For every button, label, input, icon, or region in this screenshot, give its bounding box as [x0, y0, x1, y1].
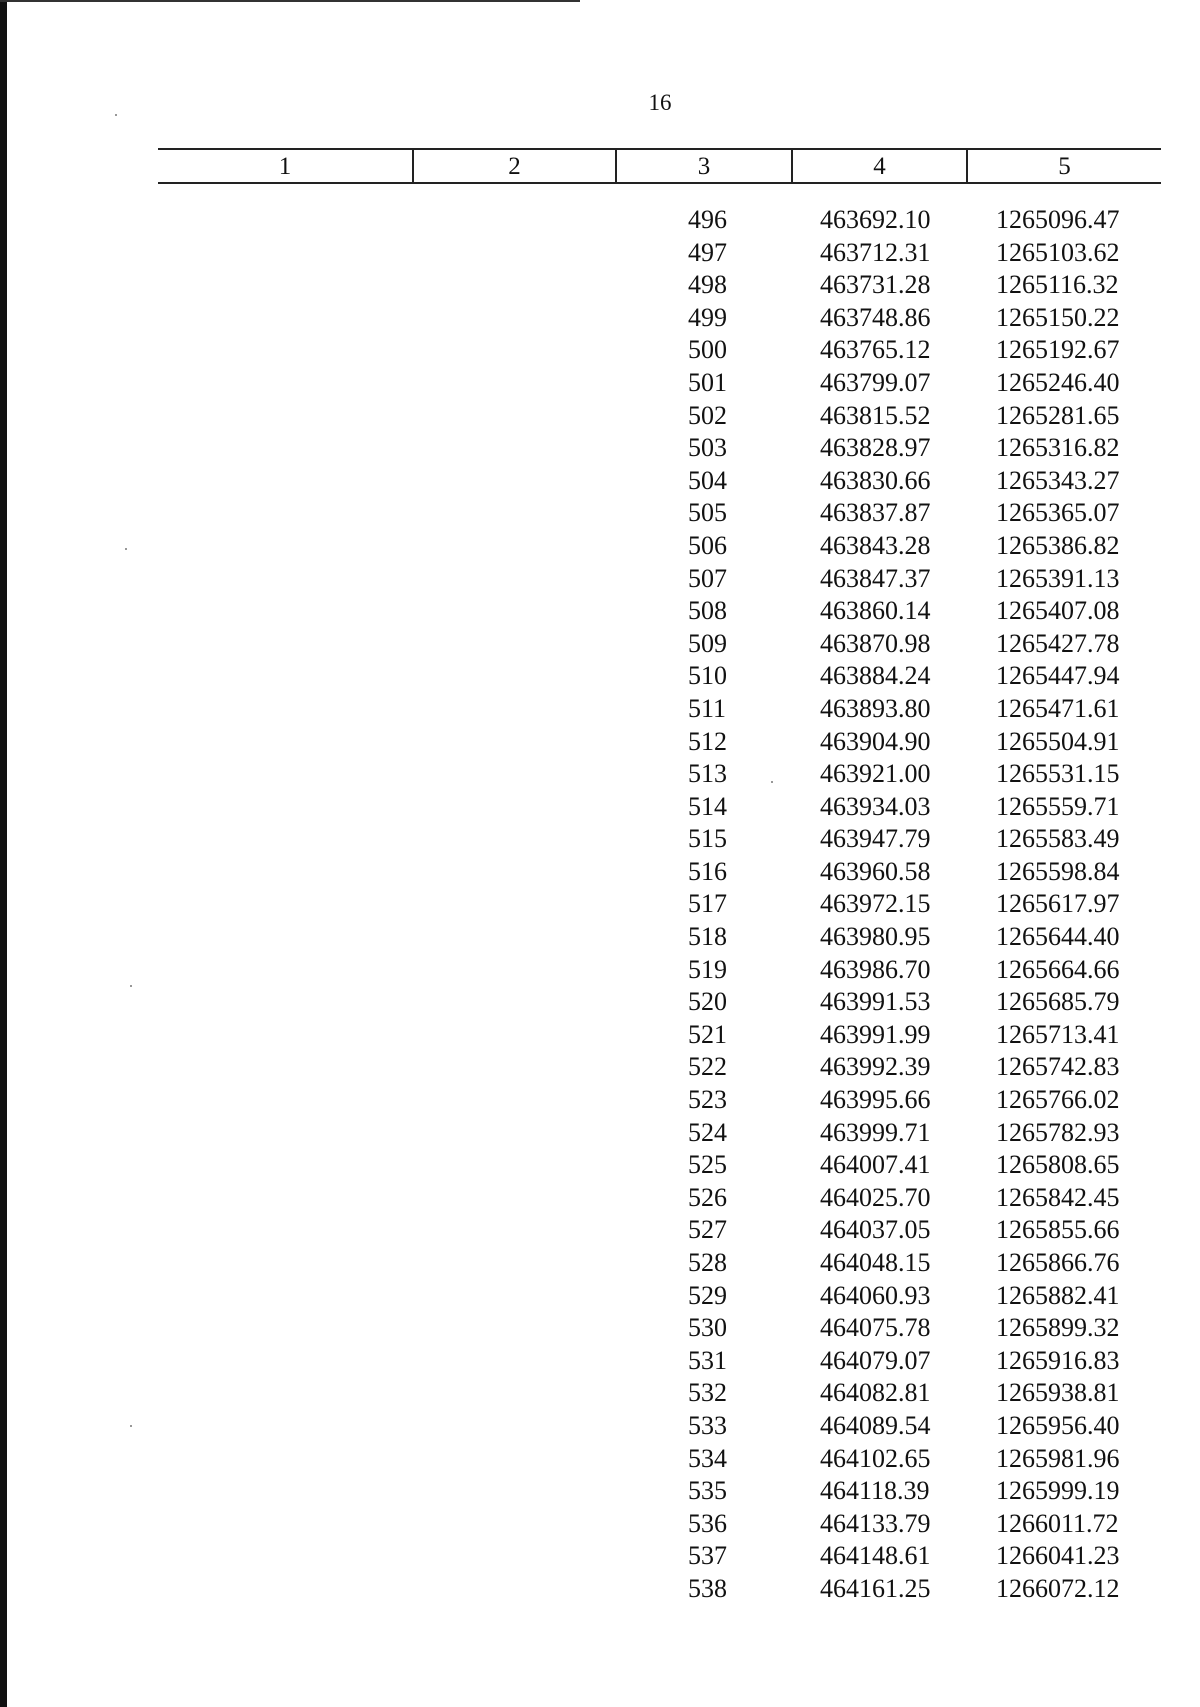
table-row [0, 205, 1200, 238]
coordinate-x: 464048.15 [820, 1248, 931, 1277]
coordinate-y: 1266011.72 [996, 1508, 1119, 1538]
scan-edge-top [0, 0, 580, 2]
table-row [0, 1118, 1200, 1151]
coordinate-y: 1265447.94 [996, 661, 1120, 691]
table-row [0, 857, 1200, 890]
point-number: 538 [688, 1573, 727, 1603]
point-number: 534 [688, 1443, 727, 1473]
point-number: 500 [688, 335, 727, 365]
coordinate-x: 463870.98 [820, 628, 931, 658]
coordinate-x: 463815.52 [820, 400, 931, 430]
coordinate-y: 1265855.66 [996, 1215, 1120, 1245]
coordinate-x: 463991.99 [820, 1019, 931, 1049]
coordinate-y: 1265407.08 [996, 596, 1120, 626]
point-number: 515 [688, 824, 727, 854]
table-row [0, 238, 1200, 271]
table-row [0, 498, 1200, 531]
coordinate-y: 1265427.78 [996, 628, 1120, 658]
point-number: 536 [688, 1508, 727, 1538]
table-row [0, 1313, 1200, 1346]
coordinate-y: 1265782.93 [996, 1117, 1120, 1147]
scan-speck [771, 781, 773, 783]
coordinate-y: 1265916.83 [996, 1345, 1120, 1375]
table-row [0, 987, 1200, 1020]
coordinate-x: 464075.78 [820, 1313, 931, 1343]
table-row [0, 1346, 1200, 1379]
coordinate-y: 1265365.07 [996, 498, 1120, 528]
point-number: 501 [688, 367, 727, 397]
coordinate-x: 464161.25 [820, 1573, 931, 1603]
coordinate-x: 463843.28 [820, 530, 931, 560]
coordinate-y: 1265713.41 [996, 1019, 1120, 1049]
coordinate-x: 463884.24 [820, 661, 931, 691]
point-number: 518 [688, 922, 727, 952]
point-number: 529 [688, 1280, 727, 1310]
coordinate-y: 1265386.82 [996, 530, 1120, 560]
coordinate-x: 463692.10 [820, 205, 931, 234]
coordinate-y: 1265583.49 [996, 824, 1120, 854]
point-number: 510 [688, 661, 727, 691]
coordinate-x: 463980.95 [820, 922, 931, 952]
point-number: 512 [688, 726, 727, 756]
coordinate-x: 463972.15 [820, 889, 931, 919]
coordinate-y: 1265504.91 [996, 726, 1120, 756]
table-row [0, 1052, 1200, 1085]
coordinate-x: 463893.80 [820, 693, 931, 723]
table-row [0, 1085, 1200, 1118]
coordinate-x: 463991.53 [820, 987, 931, 1017]
coordinate-x: 463765.12 [820, 335, 931, 365]
point-number: 527 [688, 1215, 727, 1245]
point-number: 535 [688, 1476, 727, 1506]
header-cell-5: 5 [1058, 153, 1071, 180]
coordinate-x: 463960.58 [820, 856, 931, 886]
coordinate-x: 464025.70 [820, 1182, 931, 1212]
table-row [0, 1150, 1200, 1183]
coordinate-y: 1265742.83 [996, 1052, 1120, 1082]
table-row [0, 401, 1200, 434]
coordinate-x: 463837.87 [820, 498, 931, 528]
coordinate-y: 1265899.32 [996, 1313, 1120, 1343]
coordinate-x: 464089.54 [820, 1410, 931, 1440]
table-row [0, 1020, 1200, 1053]
coordinate-x: 464037.05 [820, 1215, 931, 1245]
table-row [0, 1541, 1200, 1574]
coordinate-x: 463921.00 [820, 759, 931, 789]
point-number: 517 [688, 889, 727, 919]
table-row [0, 759, 1200, 792]
table-row [0, 303, 1200, 336]
point-number: 503 [688, 433, 727, 463]
coordinate-y: 1265808.65 [996, 1150, 1120, 1180]
coordinate-x: 464082.81 [820, 1378, 931, 1408]
coordinate-x: 463992.39 [820, 1052, 931, 1082]
point-number: 498 [688, 270, 727, 300]
coordinate-x: 463830.66 [820, 465, 931, 495]
coordinate-x: 463799.07 [820, 367, 931, 397]
table-row [0, 694, 1200, 727]
coordinate-y: 1265116.32 [996, 270, 1119, 300]
coordinate-y: 1265999.19 [996, 1476, 1120, 1506]
scan-speck [125, 548, 127, 550]
point-number: 508 [688, 596, 727, 626]
table-row [0, 1444, 1200, 1477]
coordinate-y: 1265281.65 [996, 400, 1120, 430]
table-row [0, 270, 1200, 303]
coordinate-y: 1265391.13 [996, 563, 1120, 593]
point-number: 504 [688, 465, 727, 495]
point-number: 520 [688, 987, 727, 1017]
point-number: 537 [688, 1541, 727, 1571]
coordinate-x: 463904.90 [820, 726, 931, 756]
coordinate-y: 1265150.22 [996, 302, 1120, 332]
point-number: 513 [688, 759, 727, 789]
table-row [0, 629, 1200, 662]
table-row [0, 1476, 1200, 1509]
point-number: 502 [688, 400, 727, 430]
coordinate-y: 1265956.40 [996, 1410, 1120, 1440]
point-number: 533 [688, 1410, 727, 1440]
table-row [0, 1215, 1200, 1248]
coordinate-x: 463748.86 [820, 302, 931, 332]
coordinate-y: 1265664.66 [996, 954, 1120, 984]
point-number: 519 [688, 954, 727, 984]
coordinate-x: 464060.93 [820, 1280, 931, 1310]
coordinate-x: 464079.07 [820, 1345, 931, 1375]
table-row [0, 1248, 1200, 1281]
scan-speck [130, 985, 132, 987]
coordinate-x: 463995.66 [820, 1085, 931, 1115]
point-number: 509 [688, 628, 727, 658]
point-number: 528 [688, 1248, 727, 1277]
coordinate-x: 464148.61 [820, 1541, 931, 1571]
table-row [0, 922, 1200, 955]
header-cell-4: 4 [793, 150, 968, 182]
coordinate-x: 463999.71 [820, 1117, 931, 1147]
point-number: 514 [688, 791, 727, 821]
scan-speck [130, 1425, 132, 1427]
coordinate-y: 1265471.61 [996, 693, 1120, 723]
coordinate-x: 464007.41 [820, 1150, 931, 1180]
point-number: 524 [688, 1117, 727, 1147]
coordinate-y: 1265938.81 [996, 1378, 1120, 1408]
table-row [0, 531, 1200, 564]
point-number: 530 [688, 1313, 727, 1343]
coordinate-x: 463712.31 [820, 237, 931, 267]
coordinate-x: 463731.28 [820, 270, 931, 300]
scan-speck [115, 114, 117, 116]
table-header-row [158, 148, 1161, 184]
point-number: 522 [688, 1052, 727, 1082]
point-number: 526 [688, 1182, 727, 1212]
coordinate-y: 1266041.23 [996, 1541, 1120, 1571]
table-row [0, 1183, 1200, 1216]
coordinate-y: 1265644.40 [996, 922, 1120, 952]
table-row [0, 1509, 1200, 1542]
table-row [0, 335, 1200, 368]
point-number: 521 [688, 1019, 727, 1049]
coordinate-y: 1265316.82 [996, 433, 1120, 463]
table-row [0, 792, 1200, 825]
table-row [0, 1574, 1200, 1607]
coordinate-x: 464118.39 [820, 1476, 930, 1506]
coordinate-x: 463947.79 [820, 824, 931, 854]
coordinate-y: 1265866.76 [996, 1248, 1120, 1277]
page-number: 16 [648, 90, 672, 115]
coordinate-y: 1265103.62 [996, 237, 1120, 267]
table-row [0, 1378, 1200, 1411]
coordinate-x: 463847.37 [820, 563, 931, 593]
point-number: 499 [688, 302, 727, 332]
coordinate-x: 464102.65 [820, 1443, 931, 1473]
table-row [0, 1411, 1200, 1444]
coordinate-y: 1265559.71 [996, 791, 1120, 821]
table-row [0, 596, 1200, 629]
point-number: 516 [688, 856, 727, 886]
table-row [0, 889, 1200, 922]
table-row [0, 466, 1200, 499]
table-row [0, 1281, 1200, 1314]
table-body [0, 205, 1200, 1607]
table-row [0, 433, 1200, 466]
coordinate-y: 1265882.41 [996, 1280, 1120, 1310]
coordinate-x: 464133.79 [820, 1508, 931, 1538]
coordinate-y: 1265981.96 [996, 1443, 1120, 1473]
coordinate-x: 463828.97 [820, 433, 931, 463]
coordinate-y: 1265192.67 [996, 335, 1120, 365]
point-number: 507 [688, 563, 727, 593]
point-number: 506 [688, 530, 727, 560]
coordinate-y: 1265617.97 [996, 889, 1120, 919]
coordinate-x: 463934.03 [820, 791, 931, 821]
table-row [0, 955, 1200, 988]
point-number: 523 [688, 1085, 727, 1115]
table-row [0, 727, 1200, 760]
coordinate-y: 1265096.47 [996, 205, 1120, 234]
table-row [0, 824, 1200, 857]
table-row [0, 661, 1200, 694]
coordinate-y: 1265598.84 [996, 856, 1120, 886]
point-number: 525 [688, 1150, 727, 1180]
header-cell-2: 2 [414, 150, 617, 182]
coordinate-x: 463860.14 [820, 596, 931, 626]
point-number: 511 [688, 693, 727, 723]
coordinate-y: 1265531.15 [996, 759, 1120, 789]
point-number: 497 [688, 237, 727, 267]
coordinate-y: 1265766.02 [996, 1085, 1120, 1115]
coordinate-y: 1265343.27 [996, 465, 1120, 495]
table-row [0, 564, 1200, 597]
coordinate-x: 463986.70 [820, 954, 931, 984]
coordinate-y: 1265842.45 [996, 1182, 1120, 1212]
header-cell-3: 3 [617, 150, 793, 182]
table-row [0, 368, 1200, 401]
point-number: 531 [688, 1345, 727, 1375]
point-number: 496 [688, 205, 727, 234]
coordinate-y: 1265246.40 [996, 367, 1120, 397]
header-cell-1: 1 [158, 150, 414, 182]
point-number: 532 [688, 1378, 727, 1408]
point-number: 505 [688, 498, 727, 528]
coordinate-y: 1266072.12 [996, 1573, 1120, 1603]
coordinate-y: 1265685.79 [996, 987, 1120, 1017]
